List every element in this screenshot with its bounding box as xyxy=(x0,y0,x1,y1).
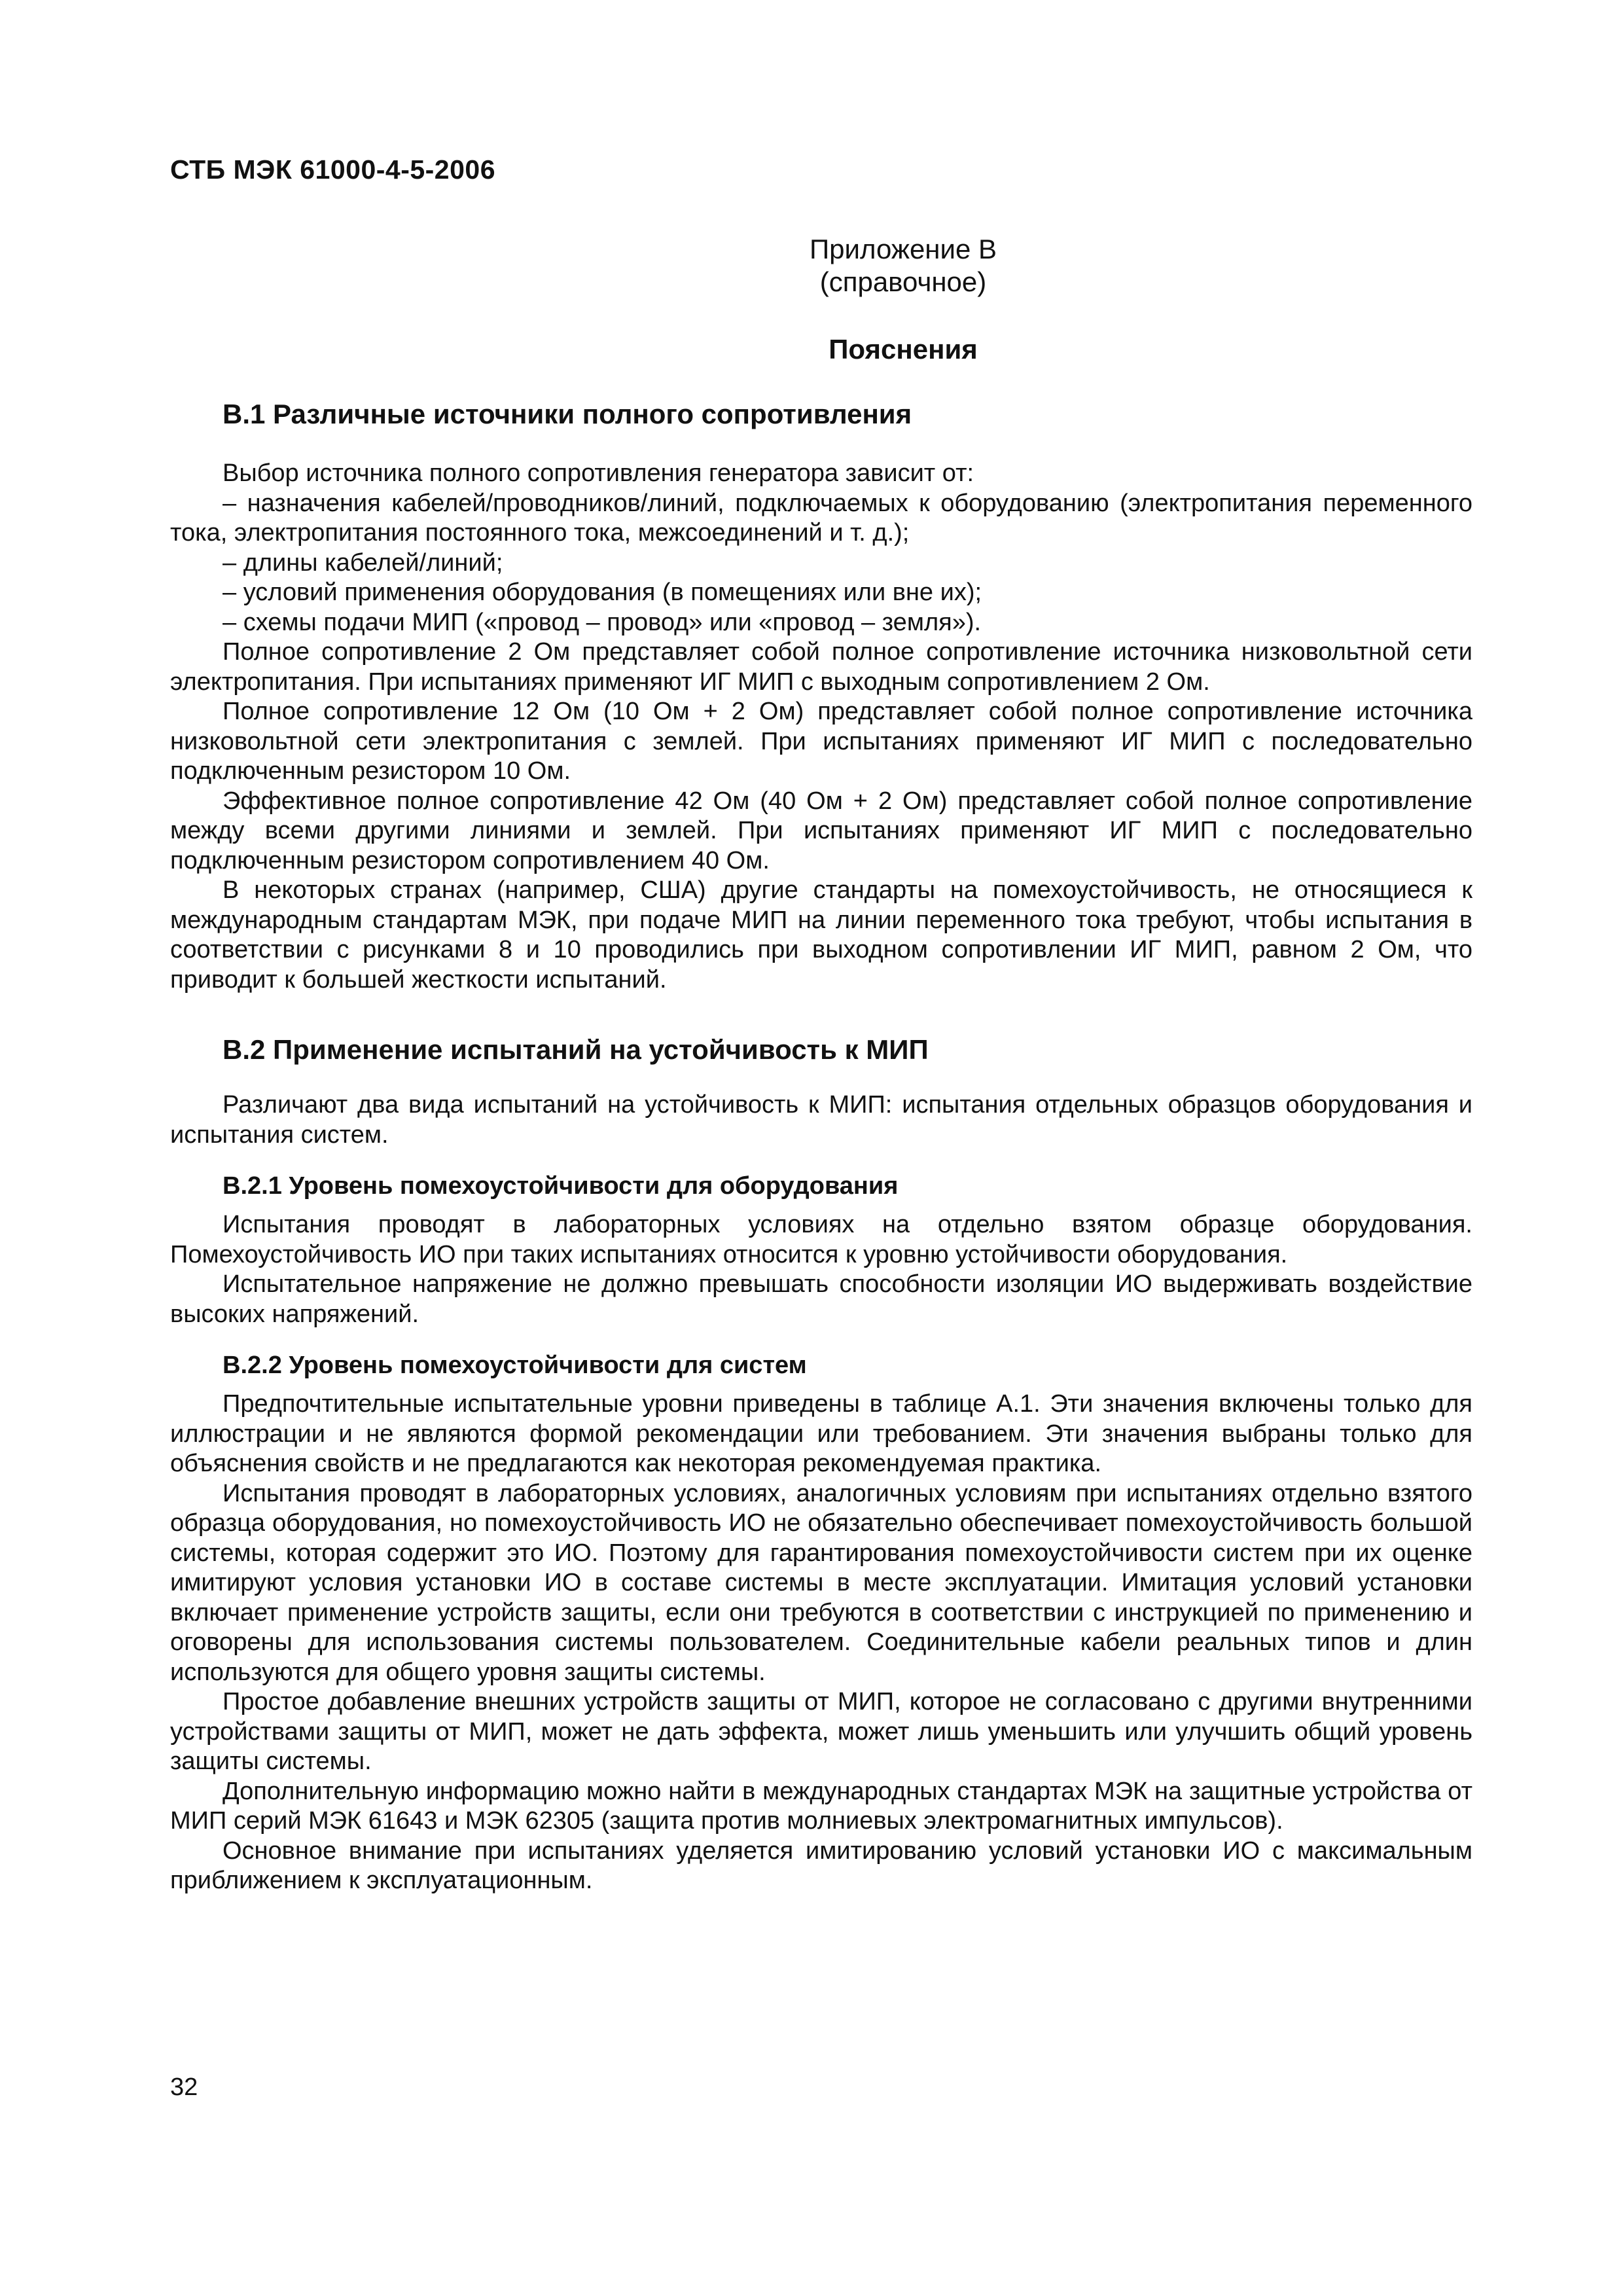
paragraph: Предпочтительные испытательные уровни приведены в таблице А.1. Эти значения включены только для иллюстрации и не являются формой рекомендации или требованием. Эти значения выбраны только для объяснения свойств и не предлагаются как некоторая рекомендуемая практика. xyxy=(170,1390,1472,1477)
section-b21-title: В.2.1 Уровень помехоустойчивости для оборудования xyxy=(223,1172,899,1200)
document-page xyxy=(170,0,1472,2296)
paragraph: Простое добавление внешних устройств защиты от МИП, которое не согласовано с другими внутренними устройствами защиты от МИП, может не дать эффекта, может лишь уменьшить или улучшить общий уровень защиты системы. xyxy=(170,1688,1472,1775)
page-number: 32 xyxy=(170,2073,198,2101)
list-item: – схемы подачи МИП («провод – провод» или «провод – земля»). xyxy=(223,608,982,636)
paragraph: Различают два вида испытаний на устойчивость к МИП: испытания отдельных образцов оборудования и испытания систем. xyxy=(170,1091,1472,1149)
section-b2-title: В.2 Применение испытаний на устойчивость к МИП xyxy=(223,1034,929,1065)
section-b22-title: В.2.2 Уровень помехоустойчивости для систем xyxy=(223,1352,807,1379)
paragraph: В некоторых странах (например, США) другие стандарты на помехоустойчивость, не относящиеся к международным стандартам МЭК, при подаче МИП на линии переменного тока требуют, чтобы испытания в соответствии с рисунками 8 и 10 проводились при выходном сопротивлении ИГ МИП, равном 2 Ом, что приводит к большей жесткости испытаний. xyxy=(170,876,1472,994)
paragraph: Дополнительную информацию можно найти в международных стандартах МЭК на защитные устройства от МИП серий МЭК 61643 и МЭК 62305 (защита против молниевых электромагнитных импульсов). xyxy=(170,1777,1472,1835)
paragraph: Испытательное напряжение не должно превышать способности изоляции ИО выдерживать воздействие высоких напряжений. xyxy=(170,1270,1472,1328)
paragraph: Испытания проводят в лабораторных условиях на отдельно взятом образце оборудования. Помехоустойчивость ИО при таких испытаниях относится к уровню устойчивости оборудования. xyxy=(170,1211,1472,1268)
paragraph: Эффективное полное сопротивление 42 Ом (40 Ом + 2 Ом) представляет собой полное сопротивление между всеми другими линиями и землей. При испытаниях применяют ИГ МИП с последовательно подключенным резистором сопротивлением 40 Ом. xyxy=(170,787,1472,874)
paragraph: Полное сопротивление 12 Ом (10 Ом + 2 Ом) представляет собой полное сопротивление источника низковольтной сети электропитания с землей. При испытаниях применяют ИГ МИП с последовательно подключенным резистором 10 Ом. xyxy=(170,698,1472,785)
list-item: – условий применения оборудования (в помещениях или вне их); xyxy=(223,579,982,606)
annex-title-block xyxy=(170,233,1472,298)
list-item: – длины кабелей/линий; xyxy=(223,548,503,577)
annex-title: Приложение В xyxy=(809,234,997,264)
section-b1-title: В.1 Различные источники полного сопротивления xyxy=(223,399,912,429)
paragraph: Полное сопротивление 2 Ом представляет собой полное сопротивление источника низковольтной сети электропитания. При испытаниях применяют ИГ МИП с выходным сопротивлением 2 Ом. xyxy=(170,638,1472,696)
annex-subtitle: (справочное) xyxy=(819,266,987,297)
document-code: СТБ МЭК 61000-4-5-2006 xyxy=(170,154,496,185)
annex-heading: Пояснения xyxy=(829,334,978,365)
list-item: – назначения кабелей/проводников/линий, подключаемых к оборудованию (электропитания переменного тока, электропитания постоянного тока, межсоединений и т. д.); xyxy=(170,489,1472,547)
paragraph: Испытания проводят в лабораторных условиях, аналогичных условиям при испытаниях отдельно взятого образца оборудования, но помехоустойчивость ИО не обязательно обеспечивает помехоустойчивость большой системы, которая содержит это ИО. Поэтому для гарантирования помехоустойчивости систем при их оценке имитируют условия установки ИО в составе системы в месте эксплуатации. Имитация условий установки включает применение устройств защиты, если они требуются в соответствии с инструкцией по применению и оговорены для использования системы пользователем. Соединительные кабели реальных типов и длин используются для общего уровня защиты системы. xyxy=(170,1479,1472,1686)
paragraph: Выбор источника полного сопротивления генератора зависит от: xyxy=(223,459,974,487)
paragraph: Основное внимание при испытаниях уделяется имитированию условий установки ИО с максимальным приближением к эксплуатационным. xyxy=(170,1837,1472,1894)
document-body xyxy=(170,396,1472,1896)
